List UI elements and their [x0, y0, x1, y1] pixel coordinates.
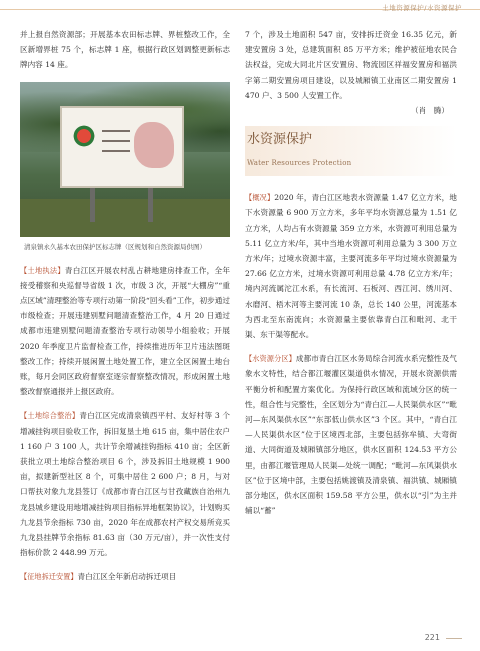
paragraph	[20, 569, 230, 584]
section-tag: 【水资源分区】	[245, 354, 296, 364]
sign-text-line	[102, 140, 130, 142]
section-title-en: Water Resources Protection	[247, 159, 352, 168]
section-title: 水资源保护	[247, 132, 313, 148]
left-column	[20, 27, 230, 594]
photo-caption: 清泉镇永久基本农田保护区标志牌（区规划和自然资源局供图）	[24, 242, 206, 251]
sign-text-line	[102, 150, 130, 152]
paragraph	[245, 190, 457, 342]
paragraph-text: 青白江区完成清泉镇西平村、友好村等 3 个增减挂钩项目验收工作，拆旧复垦土地 615 亩，集中居住农户 1 160 户 3 100 人，共计节余增减挂钩指标 410 亩；全区新获批立项土地综合整治项目 6 个，涉及拆旧土地规模 1 900 亩，拟建新型社区 8 个，可集中居住 2 600 户；8 月，与对口帮扶对象九龙县签订《成都市青白江区与甘孜藏族自治州九龙县城乡建设用地增减挂钩项目指标异地框架协议》，计划购买九龙县节余指标 730 亩，2020 年在成都农村产权交易所竞买九龙县挂牌节余指标 81.63 亩（30 万元/亩），并一次性支付指标价款 2 448.99 万元。	[20, 411, 230, 558]
section-tag: 【征地拆迁安置】	[20, 572, 78, 582]
paragraph: 7 个，涉及土地面积 547 亩，安排拆迁资金 16.35 亿元，新建安置房 3 处，总建筑面积 85 万平方米；维护被征地农民合法权益，完成大同北片区安置房、物流园区祥福安置房和福洪字第二期安置房项目建设，以及城厢镇工业南区二期安置房 1 470 户、3 500 人安置工作。	[245, 30, 457, 100]
running-header: 土地资源保护/水资源保护	[382, 4, 462, 12]
paragraph	[245, 351, 457, 518]
paragraph-text: 2020 年，青白江区地表水资源量 1.47 亿立方米，地下水资源量 6 900 万立方米，多年平均水资源总量为 1.51 亿立方米，人均占有水资源量 359 立方米，水资源可利用总量为 5.11 亿立方米/年，其中当地水资源可利用总量为 3 300 万立方米/年；过境水资源丰富，主要河流多年平均过境水资源量为 27.66 亿立方米，过境水资源可利用总量 4.78 亿立方米/年；境内河流属沱江水系，有长流河、石板河、西江河、绣川河、水磨河、梧木河等主要河流 10 条，总长 140 公里，河流基本为西北至东南流向；水资源量主要依靠青白江和毗河、北干渠、东干渠等配水。	[245, 193, 457, 340]
map-graphic	[134, 122, 174, 168]
section-tag: 【土地执法】	[20, 265, 65, 275]
paragraph	[20, 408, 230, 560]
emblem-icon	[72, 124, 96, 148]
page-number: 221	[424, 633, 440, 642]
paragraph	[20, 263, 230, 400]
section-tag: 【土地综合整治】	[20, 411, 80, 421]
page-number-rule	[446, 638, 462, 639]
right-column	[245, 27, 457, 527]
paragraph-text: 青白江区开展农村乱占耕地建房排查工作，全年接受稽察和央巡督导省级 1 次，市级 3 次，开展“大棚房”“重点区域”清理整治等专项行动第一阶段“回头看”工作，初步通过市级检查；开展违建别墅问题清查整治工作，4 月 20 日通过成都市违建别墅问题清查整治专项行动领导小组验收；开展 2020 年季度卫片监督检查工作，持续推进历年卫片违法图斑整改工作；持续开展闲置土地处置工作，建立全区闲置土地台账，每月会同区政府督察室逐宗督察整改情况，形成闲置土地整改督察通报并上报区政府。	[20, 265, 230, 397]
photo-ground	[20, 199, 230, 237]
section-tag: 【概况】	[245, 193, 275, 203]
section-heading	[245, 126, 457, 176]
sign-photo	[20, 82, 230, 237]
sign-board	[60, 106, 184, 188]
paragraph-text: 成都市青白江区水务局综合河流水系完整性及气象水文特性，结合都江堰灌区渠道供水情况，开展水资源供需平衡分析和配置方案优化。为保持行政区域和流域分区的统一性，组合性与完整性，全区划分为“青白江—人民渠供水区”“毗河—东风渠供水区”“东部低山供水区”3 个区。其中，“青白江—人民渠供水区”位于区境西北部，主要包括弥牟镇、大弯街道、大同街道及城厢镇部分地区，供水区面积 124.53 平方公里，由都江堰管理局人民渠—处统一调配；“毗河—东风渠供水区”位于区境中部，主要包括姚渡镇及清泉镇、福洪镇、城厢镇部分地区，供水区面积 159.58 平方公里，供水以“引”为主并辅以“蓄”	[245, 354, 457, 516]
paragraph-text: 青白江区全年新启动拆迁项目	[77, 572, 177, 582]
paragraph: 并上报自然资源部；开展基本农田标志牌、界桩整改工作，全区新增界桩 75 个，标志牌 1 座，根据行政区划调整更新标志牌内容 14 座。	[20, 30, 230, 70]
sign-text-line	[102, 130, 130, 132]
sign-post	[90, 182, 95, 222]
sign-post	[148, 182, 153, 222]
author-signature: （肖 腾）	[411, 106, 449, 116]
